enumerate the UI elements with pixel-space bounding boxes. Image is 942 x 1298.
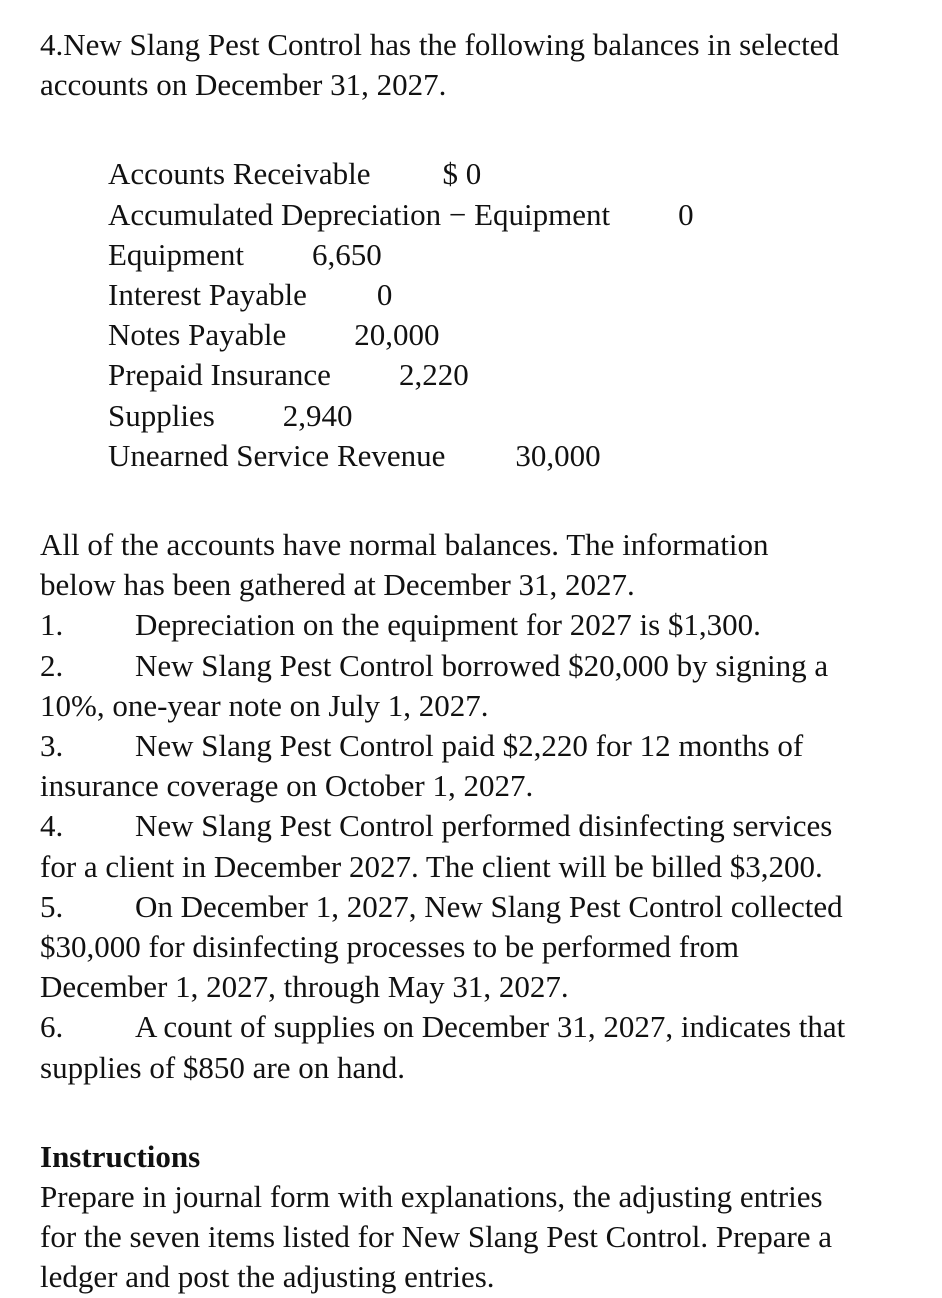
adjustment-item <box>40 806 930 886</box>
instructions-heading: Instructions <box>40 1138 201 1174</box>
intro-line: accounts on December 31, 2027. <box>40 67 447 103</box>
adjustment-item <box>40 1007 930 1087</box>
account-name: Unearned Service Revenue <box>108 437 446 473</box>
item-text: On December 1, 2027, New Slang Pest Control collected <box>135 888 843 924</box>
account-amount: 0 <box>678 196 694 232</box>
account-amount: 30,000 <box>515 437 601 473</box>
item-text: A count of supplies on December 31, 2027, indicates that <box>135 1009 846 1045</box>
account-row <box>108 355 930 395</box>
item-text-continued: December 1, 2027, through May 31, 2027. <box>40 969 569 1005</box>
account-row <box>108 315 930 355</box>
instructions-line: Prepare in journal form with explanations, the adjusting entries <box>40 1179 823 1215</box>
item-text: Depreciation on the equipment for 2027 is $1,300. <box>135 607 761 643</box>
instructions-line: ledger and post the adjusting entries. <box>40 1259 495 1295</box>
account-name: Interest Payable <box>108 277 307 313</box>
item-number: 5. <box>40 888 64 924</box>
account-name: Supplies <box>108 397 215 433</box>
account-row <box>108 154 930 194</box>
account-name: Accumulated Depreciation − Equipment <box>108 196 611 232</box>
problem-intro <box>40 25 930 105</box>
item-text-continued: 10%, one-year note on July 1, 2027. <box>40 687 489 723</box>
account-row <box>108 195 930 235</box>
account-name: Equipment <box>108 236 245 272</box>
item-text-continued: $30,000 for disinfecting processes to be performed from <box>40 929 740 965</box>
account-amount: 2,940 <box>282 397 353 433</box>
adjustment-item <box>40 646 930 726</box>
account-row <box>108 396 930 436</box>
adjustment-item <box>40 726 930 806</box>
info-line: below has been gathered at December 31, 2027. <box>40 567 635 603</box>
item-text-continued: insurance coverage on October 1, 2027. <box>40 768 534 804</box>
instructions-line: for the seven items listed for New Slang Pest Control. Prepare a <box>40 1219 833 1255</box>
item-text: New Slang Pest Control paid $2,220 for 12 months of <box>135 728 804 764</box>
item-number: 1. <box>40 607 64 643</box>
instructions-section <box>40 1137 930 1298</box>
info-line: All of the accounts have normal balances. The information <box>40 527 769 563</box>
account-amount: 2,220 <box>398 357 469 393</box>
item-text-continued: supplies of $850 are on hand. <box>40 1049 406 1085</box>
item-number: 4. <box>40 808 64 844</box>
problem-document <box>40 25 930 1298</box>
information-section <box>40 525 930 1088</box>
intro-line: 4.New Slang Pest Control has the following balances in selected <box>40 27 839 62</box>
item-number: 2. <box>40 647 64 683</box>
adjustment-item <box>40 605 930 645</box>
account-amount: 6,650 <box>312 236 382 272</box>
account-balances-list <box>108 154 930 476</box>
adjustment-item <box>40 887 930 1008</box>
item-number: 3. <box>40 728 64 764</box>
account-row <box>108 275 930 315</box>
account-amount: 0 <box>376 277 393 313</box>
item-text: New Slang Pest Control performed disinfecting services <box>135 808 833 844</box>
account-name: Accounts Receivable <box>108 156 371 192</box>
item-text: New Slang Pest Control borrowed $20,000 by signing a <box>135 647 829 683</box>
item-text-continued: for a client in December 2027. The client will be billed $3,200. <box>40 848 823 884</box>
account-row <box>108 436 930 476</box>
account-row <box>108 235 930 275</box>
account-name: Notes Payable <box>108 317 287 353</box>
account-name: Prepaid Insurance <box>108 357 331 393</box>
item-number: 6. <box>40 1009 64 1045</box>
account-amount: 20,000 <box>354 317 440 353</box>
account-amount: $ 0 <box>442 156 482 192</box>
